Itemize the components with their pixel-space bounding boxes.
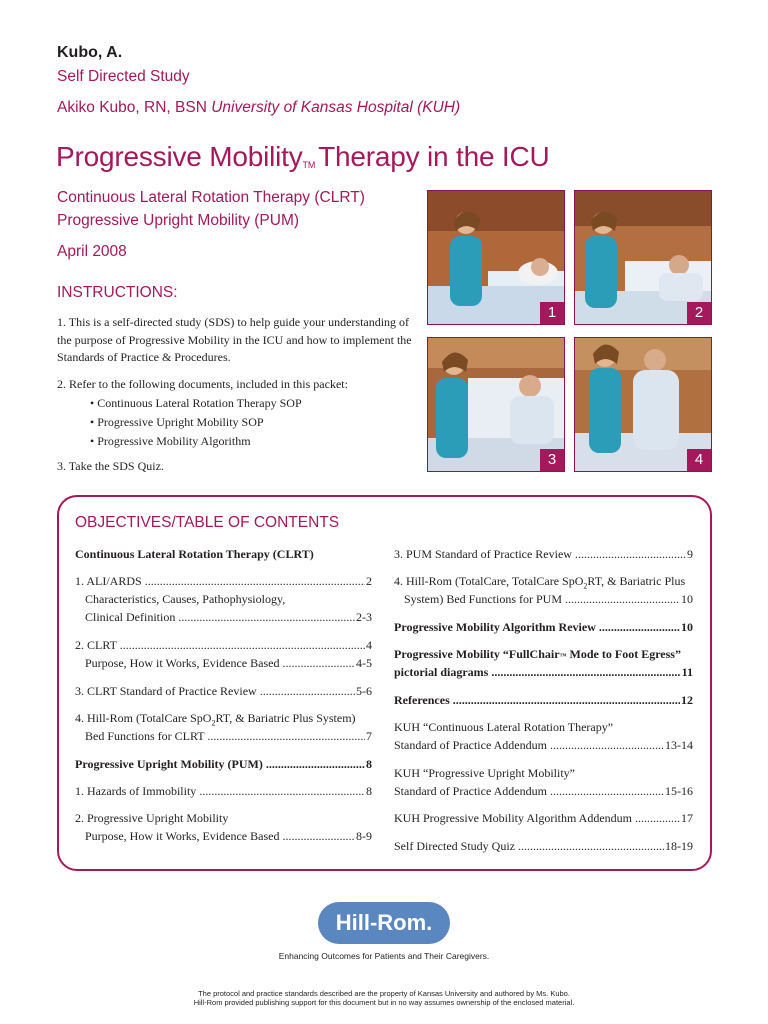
toc-entry-page: 2	[366, 574, 372, 588]
byline-name: Akiko Kubo, RN, BSN	[57, 99, 207, 116]
instructions-heading: INSTRUCTIONS:	[57, 284, 178, 301]
toc-entry-label: pictorial diagrams .....	[394, 663, 681, 681]
tagline: Enhancing Outcomes for Patients and Their Caregivers.	[278, 951, 490, 961]
toc-entry-page: 8-9	[356, 829, 372, 843]
toc-entry-label: 4. Hill-Rom (TotalCare, TotalCare SpO	[394, 574, 584, 588]
toc-entry-label: Clinical Definition .....	[85, 608, 355, 626]
toc-entry-page: 5-6	[356, 684, 372, 698]
toc-entry-label: Progressive Upright Mobility (PUM) .....	[75, 755, 365, 773]
toc-entry-page: 11	[681, 665, 693, 679]
footer-note-1: The protocol and practice standards described are the property of Kansas University and authored by Ms. Kubo.	[198, 989, 570, 998]
toc-entry-label: Standard of Practice Addendum .....	[394, 736, 664, 754]
photo-number: 4	[687, 449, 711, 471]
toc-entry	[394, 691, 693, 709]
instruction-item-1: 1. This is a self-directed study (SDS) to help guide your understanding of the purpose of Progressive Mobility in the ICU and how to implement the Standards of Practice & Procedures.	[57, 315, 412, 364]
toc-entry-page: 18-19	[665, 839, 693, 853]
document-date: April 2008	[57, 243, 127, 260]
toc-entry-label: Purpose, How it Works, Evidence Based .....	[85, 654, 355, 672]
toc-entry	[394, 809, 693, 827]
toc-heading: OBJECTIVES/TABLE OF CONTENTS	[75, 514, 340, 531]
byline	[57, 99, 460, 117]
toc-entry-page: 8	[366, 784, 372, 798]
toc-entry	[394, 736, 693, 754]
toc-entry	[394, 545, 693, 563]
toc-entry-label: References .....	[394, 691, 680, 709]
toc-entry-label: 2. Progressive Upright Mobility	[75, 811, 229, 825]
toc-entry-label: 3. CLRT Standard of Practice Review .....	[75, 682, 355, 700]
toc-entry-label: RT, & Bariatric Plus System)	[215, 711, 356, 725]
toc-entry	[85, 654, 372, 672]
study-type: Self Directed Study	[57, 68, 190, 85]
title-rest: Therapy in the ICU	[318, 141, 550, 172]
toc-entry	[85, 608, 372, 626]
byline-org: University of Kansas Hospital (KUH)	[211, 99, 461, 116]
toc-entry-page: 2-3	[356, 610, 372, 624]
document-item: • Continuous Lateral Rotation Therapy SOP	[90, 394, 302, 413]
toc-entry-page: 4	[366, 638, 372, 652]
toc-entry-fullchair	[394, 645, 681, 665]
toc-entry	[404, 590, 693, 608]
toc-entry-page: 15-16	[665, 784, 693, 798]
toc-entry-label: 3. PUM Standard of Practice Review .....	[394, 545, 686, 563]
toc-section-pum	[75, 755, 372, 773]
subscript: 2	[583, 581, 588, 591]
toc-entry	[75, 782, 372, 800]
toc-entry-page: 10	[681, 592, 693, 606]
toc-entry	[394, 837, 693, 855]
toc-entry-label: 2. CLRT .....	[75, 636, 365, 654]
toc-entry-label: KUH “Progressive Upright Mobility”	[394, 766, 575, 780]
photo-nurse-patient-4	[574, 337, 712, 472]
hill-rom-logo: Hill-Rom.	[318, 902, 450, 944]
toc-entry-label: Progressive Mobility Algorithm Review .....	[394, 618, 680, 636]
toc-entry-label: Standard of Practice Addendum .....	[394, 782, 664, 800]
photo-nurse-patient-1	[427, 190, 565, 325]
toc-entry-label: KUH Progressive Mobility Algorithm Addendum .....	[394, 809, 680, 827]
document-item: • Progressive Mobility Algorithm	[90, 432, 302, 451]
page-title	[56, 141, 550, 173]
toc-entry-page: 13-14	[665, 738, 693, 752]
toc-entry-label: 1. Hazards of Immobility .....	[75, 782, 365, 800]
toc-entry	[75, 636, 372, 654]
photo-number: 1	[540, 302, 564, 324]
instruction-item-3: 3. Take the SDS Quiz.	[57, 459, 164, 473]
toc-entry-label: System) Bed Functions for PUM .....	[404, 590, 680, 608]
toc-entry	[394, 663, 693, 681]
trademark-mark: TM	[302, 160, 316, 170]
photo-number: 3	[540, 449, 564, 471]
toc-entry	[85, 727, 372, 745]
photo-nurse-patient-2	[574, 190, 712, 325]
toc-entry-label: Self Directed Study Quiz .....	[394, 837, 664, 855]
photo-nurse-patient-3	[427, 337, 565, 472]
toc-entry	[394, 782, 693, 800]
toc-entry-page: 12	[681, 693, 693, 707]
toc-entry-label: RT, & Bariatric Plus	[587, 574, 686, 588]
toc-entry-label: Bed Functions for CLRT .....	[85, 727, 365, 745]
author-name: Kubo, A.	[57, 44, 123, 61]
toc-entry-label: Mode to Foot Egress”	[566, 647, 681, 661]
toc-entry	[75, 682, 372, 700]
toc-entry-label: 4. Hill-Rom (TotalCare SpO	[75, 711, 212, 725]
title-main: Progressive Mobility	[56, 141, 303, 172]
subtitle-clrt: Continuous Lateral Rotation Therapy (CLRT)	[57, 189, 365, 206]
toc-entry-page: 9	[687, 547, 693, 561]
instruction-item-2: 2. Refer to the following documents, included in this packet:	[57, 377, 348, 391]
toc-entry-label: 1. ALI/ARDS .....	[75, 572, 365, 590]
toc-entry-label: KUH “Continuous Lateral Rotation Therapy”	[394, 720, 614, 734]
subscript: 2	[211, 718, 216, 728]
trademark-mark: ™	[559, 652, 567, 660]
document-list	[90, 394, 302, 451]
footer-note-2: Hill-Rom provided publishing support for this document but in no way assumes ownership of the enclosed material.	[193, 998, 575, 1007]
toc-entry-page: 10	[681, 620, 693, 634]
subtitle-pum: Progressive Upright Mobility (PUM)	[57, 212, 300, 229]
toc-entry-page: 4-5	[356, 656, 372, 670]
toc-entry-page: 7	[366, 729, 372, 743]
toc-entry	[85, 827, 372, 845]
document-item: • Progressive Upright Mobility SOP	[90, 413, 302, 432]
toc-entry-label: Progressive Mobility “FullChair	[394, 647, 560, 661]
toc-entry	[394, 618, 693, 636]
toc-entry	[75, 572, 372, 590]
toc-section-clrt: Continuous Lateral Rotation Therapy (CLRT)	[75, 547, 314, 561]
toc-entry-page: 17	[681, 811, 693, 825]
photo-number: 2	[687, 302, 711, 324]
toc-entry-label: Purpose, How it Works, Evidence Based .....	[85, 827, 355, 845]
toc-entry-page: 8	[366, 757, 372, 771]
toc-entry-subtext: Characteristics, Causes, Pathophysiology,	[85, 592, 286, 606]
